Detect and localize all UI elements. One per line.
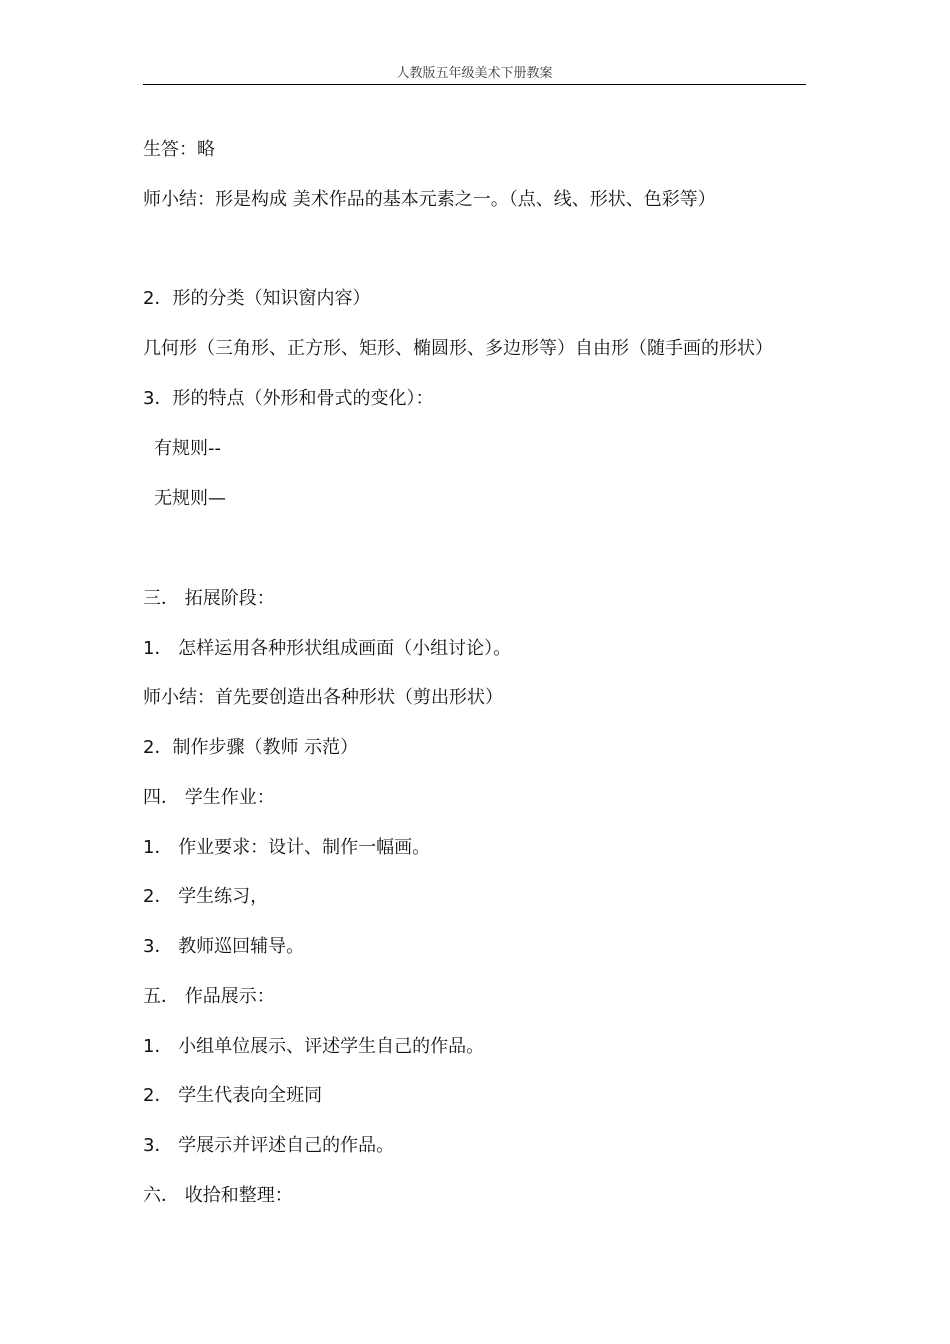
irregular-line: 无规则— [154, 488, 226, 509]
section-heading-homework: 四． 学生作业： [143, 787, 275, 808]
extension-item-1: 1． 怎样运用各种形状组成画面（小组讨论）。 [143, 638, 512, 659]
page-header: 人教版五年级美术下册教案 [143, 64, 806, 85]
shape-category-heading: 2．形的分类（知识窗内容） [143, 288, 371, 309]
section-heading-extension: 三． 拓展阶段： [143, 588, 275, 609]
display-item-1: 1． 小组单位展示、评述学生自己的作品。 [143, 1036, 485, 1057]
section-heading-display: 五． 作品展示： [143, 986, 275, 1007]
answer-line: 生答：略 [143, 139, 215, 160]
display-item-2: 2． 学生代表向全班同 [143, 1085, 323, 1106]
teacher-summary-2: 师小结：首先要创造出各种形状（剪出形状） [143, 687, 503, 708]
regular-line: 有规则-- [154, 438, 221, 459]
homework-item-2: 2． 学生练习， [143, 886, 269, 907]
shape-category-detail: 几何形（三角形、正方形、矩形、椭圆形、多边形等）自由形（随手画的形状） [143, 338, 773, 359]
teacher-summary-line: 师小结：形是构成 美术作品的基本元素之一。（点、线、形状、色彩等） [143, 189, 716, 210]
homework-item-1: 1． 作业要求：设计、制作一幅画。 [143, 837, 431, 858]
extension-item-2: 2．制作步骤（教师 示范） [143, 737, 359, 758]
shape-feature-heading: 3．形的特点（外形和骨式的变化）： [143, 388, 434, 409]
homework-item-3: 3． 教师巡回辅导。 [143, 936, 305, 957]
section-heading-cleanup: 六． 收拾和整理： [143, 1185, 293, 1206]
display-item-3: 3． 学展示并评述自己的作品。 [143, 1135, 395, 1156]
